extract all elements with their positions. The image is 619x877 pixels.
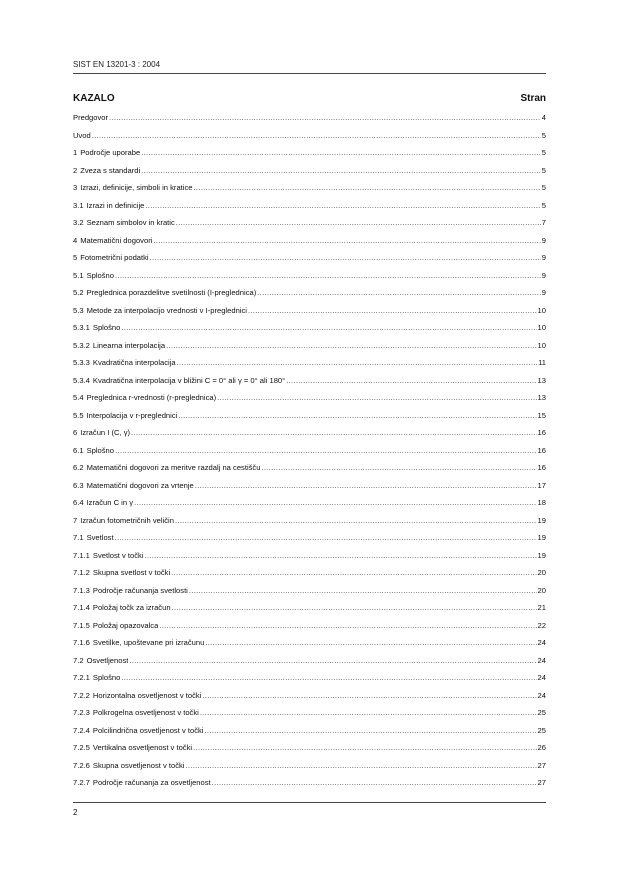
- toc-entry-page: 26: [537, 743, 546, 752]
- toc-entry-number: 7.1.4: [73, 603, 90, 612]
- toc-entry-title: Izrazi in definicije: [86, 200, 145, 210]
- toc-entry-number: 7.1.2: [73, 568, 90, 577]
- toc-entry-number: 7.1.3: [73, 585, 90, 595]
- toc-entry-page: 24: [537, 638, 546, 647]
- toc-entry[interactable]: [73, 358, 546, 376]
- document-header: SIST EN 13201-3 : 2004: [73, 60, 161, 69]
- toc-entry-title: Svetilke, upoštevane pri izračunu: [92, 638, 205, 647]
- toc-entry-number: 3.1: [73, 200, 84, 210]
- dot-leader: [189, 586, 537, 595]
- page-number: 2: [73, 808, 78, 817]
- toc-entry-title: Področje računanja za osvetljenost: [92, 778, 211, 787]
- toc-entry-title: Matematični dogovori za vrtenje: [86, 480, 194, 490]
- dot-leader: [202, 691, 536, 700]
- toc-entry-page: 5: [541, 183, 546, 192]
- toc-entry[interactable]: [73, 288, 546, 306]
- dot-leader: [121, 323, 536, 332]
- toc-entry-title: Splošno: [86, 445, 115, 455]
- toc-entry-number: 6.4: [73, 498, 84, 507]
- toc-entry-number: 7.1.6: [73, 638, 90, 647]
- toc-entry-title: Splošno: [86, 270, 115, 280]
- toc-entry-page: 13: [537, 375, 546, 385]
- toc-entry[interactable]: [73, 411, 546, 429]
- toc-entry-title: Zveza s standardi: [80, 165, 141, 175]
- page-column-label: Stran: [520, 93, 546, 104]
- toc-entry[interactable]: [73, 533, 546, 551]
- toc-entry[interactable]: [73, 516, 546, 534]
- toc-entry-number: 7.2: [73, 655, 84, 665]
- toc-entry-title: Preglednica r-vrednosti (r-preglednica): [86, 393, 217, 402]
- toc-entry-number: 7.2.1: [73, 673, 90, 682]
- dot-leader: [200, 708, 537, 717]
- toc-entry-number: 7.1: [73, 533, 84, 542]
- toc-entry-page: 9: [541, 253, 546, 262]
- toc-entry[interactable]: [73, 708, 546, 726]
- toc-entry-title: Svetlost: [86, 533, 114, 542]
- toc-entry-number: 5: [73, 253, 78, 262]
- toc-entry[interactable]: [73, 323, 546, 341]
- toc-entry-title: Skupna svetlost v točki: [92, 568, 171, 577]
- dot-leader: [115, 271, 541, 280]
- toc-entry-page: 15: [537, 410, 546, 420]
- toc-entry-title: Položaj opazovalca: [92, 620, 159, 630]
- toc-entry-title: Področje uporabe: [80, 148, 141, 157]
- dot-leader: [115, 446, 537, 455]
- dot-leader: [121, 673, 536, 682]
- dot-leader: [193, 743, 536, 752]
- toc-entry-page: 5: [541, 148, 546, 157]
- toc-entry-page: 24: [537, 690, 546, 700]
- dot-leader: [153, 236, 540, 245]
- toc-entry[interactable]: [73, 726, 546, 744]
- dot-leader: [131, 428, 537, 437]
- toc-entry[interactable]: [73, 603, 546, 621]
- toc-entry[interactable]: [73, 218, 546, 236]
- toc-entry[interactable]: [73, 271, 546, 289]
- toc-entry-number: 6.1: [73, 445, 84, 455]
- toc-entry[interactable]: [73, 148, 546, 166]
- toc-entry-page: 16: [537, 428, 546, 437]
- toc-entry-page: 9: [541, 270, 546, 280]
- dot-leader: [204, 726, 536, 735]
- toc-entry-number: 7: [73, 515, 78, 525]
- dot-leader: [195, 481, 537, 490]
- toc-entry-page: 25: [537, 725, 546, 735]
- toc-entry[interactable]: [73, 131, 546, 149]
- toc-entry-page: 17: [537, 480, 546, 490]
- toc-entry-page: 24: [537, 673, 546, 682]
- dot-leader: [159, 621, 536, 630]
- toc-entry-number: 6.2: [73, 463, 84, 472]
- toc-entry-page: 18: [537, 498, 546, 507]
- toc-entry-title: Osvetljenost: [86, 655, 129, 665]
- toc-entry-number: 6.3: [73, 480, 84, 490]
- dot-leader: [261, 463, 536, 472]
- toc-entry[interactable]: [73, 113, 546, 131]
- toc-entry-number: 5.3.3: [73, 358, 90, 367]
- toc-entry-title: Splošno: [92, 323, 121, 332]
- toc-entry-title: Fotometrični podatki: [80, 253, 149, 262]
- toc-entry-title: Metode za interpolacijo vrednosti v I-preglednici: [86, 305, 247, 315]
- toc-entry-number: 7.1.1: [73, 550, 90, 560]
- dot-leader: [172, 603, 537, 612]
- toc-entry-page: 10: [537, 323, 546, 332]
- toc-entry[interactable]: [73, 498, 546, 516]
- toc-entry-page: 24: [537, 655, 546, 665]
- toc-entry[interactable]: [73, 638, 546, 656]
- toc-entry[interactable]: [73, 621, 546, 639]
- dot-leader: [178, 411, 536, 420]
- toc-entry[interactable]: [73, 551, 546, 569]
- dot-leader: [145, 551, 537, 560]
- toc-entry-number: 7.2.6: [73, 760, 90, 770]
- toc-entry-title: Področje računanja svetlosti: [92, 585, 188, 595]
- toc-entry-page: 10: [537, 340, 546, 350]
- dot-leader: [129, 656, 536, 665]
- toc-entry-page: 10: [537, 305, 546, 315]
- toc-entry-page: 19: [537, 533, 546, 542]
- dot-leader: [141, 148, 541, 157]
- toc-entry-number: 7.2.7: [73, 778, 90, 787]
- toc-entry-page: 13: [537, 393, 546, 402]
- dot-leader: [205, 638, 536, 647]
- dot-leader: [134, 498, 537, 507]
- toc-entry-number: 5.4: [73, 393, 84, 402]
- toc-entry[interactable]: [73, 166, 546, 184]
- header-divider: [73, 73, 546, 74]
- toc-entry-title: Matematični dogovori: [80, 235, 153, 245]
- dot-leader: [194, 183, 541, 192]
- dot-leader: [175, 516, 537, 525]
- toc-entry[interactable]: [73, 446, 546, 464]
- toc-entry-title: Izračun C in γ: [86, 498, 133, 507]
- dot-leader: [186, 761, 537, 770]
- toc-entry-number: 4: [73, 235, 78, 245]
- toc-entry-number: 3.2: [73, 218, 84, 227]
- toc-entry[interactable]: [73, 393, 546, 411]
- dot-leader: [176, 218, 541, 227]
- dot-leader: [286, 376, 536, 385]
- toc-entry[interactable]: [73, 463, 546, 481]
- toc-entry-title: Skupna osvetljenost v točki: [92, 760, 185, 770]
- dot-leader: [212, 778, 537, 787]
- toc-entry[interactable]: [73, 691, 546, 709]
- toc-entry-title: Interpolacija v r-preglednici: [86, 410, 178, 420]
- dot-leader: [109, 113, 541, 122]
- toc-entry-number: 5.1: [73, 270, 84, 280]
- toc-entry-title: Horizontalna osvetljenost v točki: [92, 690, 202, 700]
- toc-entry-number: 7.2.3: [73, 708, 90, 717]
- toc-entry-number: 5.5: [73, 410, 84, 420]
- toc-entry-number: 5.3.1: [73, 323, 90, 332]
- table-of-contents: [73, 113, 546, 796]
- toc-entry[interactable]: [73, 341, 546, 359]
- toc-entry-page: 19: [537, 550, 546, 560]
- dot-leader: [115, 533, 537, 542]
- toc-entry-number: 2: [73, 165, 78, 175]
- toc-entry[interactable]: [73, 183, 546, 201]
- toc-entry-page: 16: [537, 463, 546, 472]
- toc-entry-title: Linearna interpolacija: [92, 340, 166, 350]
- toc-entry-page: 16: [537, 445, 546, 455]
- toc-entry[interactable]: [73, 201, 546, 219]
- dot-leader: [150, 253, 541, 262]
- toc-entry[interactable]: [73, 236, 546, 254]
- toc-entry-page: 27: [537, 778, 546, 787]
- toc-entry-title: Kvadratična interpolacija: [92, 358, 176, 367]
- footer-divider: [73, 802, 546, 803]
- toc-entry-page: 27: [537, 760, 546, 770]
- toc-entry-page: 11: [538, 358, 546, 367]
- toc-entry-title: Izrazi, definicije, simboli in kratice: [80, 183, 193, 192]
- dot-leader: [177, 358, 537, 367]
- toc-entry-number: 5.2: [73, 288, 84, 297]
- toc-entry-page: 25: [537, 708, 546, 717]
- toc-entry-number: 3: [73, 183, 78, 192]
- toc-entry-title: Preglednica porazdelitve svetilnosti (I-preglednica): [86, 288, 257, 297]
- toc-entry-page: 20: [537, 568, 546, 577]
- toc-entry-page: 9: [541, 235, 546, 245]
- dot-leader: [92, 131, 541, 140]
- toc-entry-title: Položaj točk za izračun: [92, 603, 171, 612]
- toc-entry-page: 20: [537, 585, 546, 595]
- toc-entry-title: Splošno: [92, 673, 121, 682]
- toc-entry-title: Izračun I (C, γ): [80, 428, 131, 437]
- toc-entry[interactable]: [73, 428, 546, 446]
- toc-entry[interactable]: [73, 761, 546, 779]
- toc-entry-title: Izračun fotometričnih veličin: [80, 515, 174, 525]
- dot-leader: [257, 288, 541, 297]
- dot-leader: [217, 393, 536, 402]
- toc-entry-title: Matematični dogovori za meritve razdalj na cestišču: [86, 463, 261, 472]
- toc-entry-page: 5: [541, 200, 546, 210]
- toc-entry[interactable]: [73, 778, 546, 796]
- toc-entry-number: 5.3: [73, 305, 84, 315]
- dot-leader: [145, 201, 540, 210]
- toc-entry-page: 4: [541, 113, 546, 122]
- dot-leader: [171, 568, 536, 577]
- toc-entry-number: 7.2.5: [73, 743, 90, 752]
- toc-entry-title: Uvod: [73, 130, 91, 140]
- toc-heading: KAZALO: [73, 93, 115, 104]
- toc-entry-page: 19: [537, 515, 546, 525]
- toc-entry-number: 7.1.5: [73, 620, 90, 630]
- toc-entry[interactable]: [73, 586, 546, 604]
- toc-entry-number: 5.3.2: [73, 340, 90, 350]
- toc-entry-title: Seznam simbolov in kratic: [86, 218, 175, 227]
- toc-entry-page: 21: [537, 603, 546, 612]
- toc-entry-title: Svetlost v točki: [92, 550, 144, 560]
- toc-entry[interactable]: [73, 481, 546, 499]
- toc-entry-title: Predgovor: [73, 113, 109, 122]
- toc-entry-title: Kvadratična interpolacija v bližini C = 0° ali γ = 0° ali 180°: [92, 375, 286, 385]
- toc-entry-title: Vertikalna osvetljenost v točki: [92, 743, 193, 752]
- dot-leader: [166, 341, 536, 350]
- toc-entry-number: 1: [73, 148, 78, 157]
- toc-entry[interactable]: [73, 568, 546, 586]
- toc-entry-number: 6: [73, 428, 78, 437]
- toc-entry[interactable]: [73, 376, 546, 394]
- toc-entry[interactable]: [73, 743, 546, 761]
- toc-entry-page: 9: [541, 288, 546, 297]
- toc-entry[interactable]: [73, 656, 546, 674]
- toc-entry-title: Polkrogelna osvetljenost v točki: [92, 708, 199, 717]
- dot-leader: [141, 166, 541, 175]
- toc-entry-number: 7.2.4: [73, 725, 90, 735]
- toc-entry[interactable]: [73, 306, 546, 324]
- toc-entry-number: 5.3.4: [73, 375, 90, 385]
- toc-entry-title: Polcilindrična osvetljenost v točki: [92, 725, 204, 735]
- toc-entry-number: 7.2.2: [73, 690, 90, 700]
- toc-entry-page: 5: [541, 165, 546, 175]
- toc-entry-page: 5: [541, 130, 546, 140]
- toc-entry[interactable]: [73, 253, 546, 271]
- toc-entry[interactable]: [73, 673, 546, 691]
- dot-leader: [248, 306, 537, 315]
- toc-entry-page: 7: [541, 218, 546, 227]
- toc-entry-page: 22: [537, 620, 546, 630]
